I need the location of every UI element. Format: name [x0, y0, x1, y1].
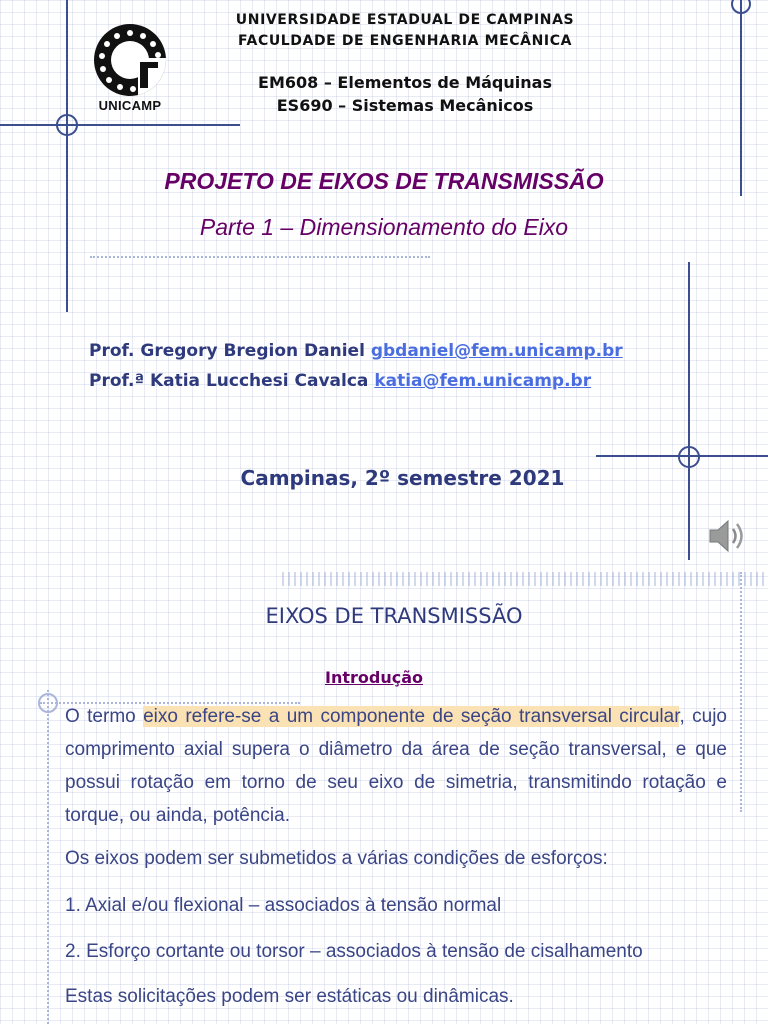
frame-line — [688, 262, 690, 560]
professor-2 — [89, 371, 591, 391]
professor-1 — [89, 341, 623, 361]
course-code-1: EM608 – Elementos de Máquinas — [258, 73, 552, 92]
frame-circle — [56, 114, 78, 136]
section-title: EIXOS DE TRANSMISSÃO — [265, 604, 523, 628]
presentation-subtitle: Parte 1 – Dimensionamento do Eixo — [199, 214, 569, 240]
section-heading: Introdução — [325, 668, 423, 687]
frame-dotted-line — [47, 690, 49, 1024]
speaker-icon[interactable] — [706, 516, 750, 556]
university-name: UNIVERSIDADE ESTADUAL DE CAMPINAS — [235, 12, 575, 28]
frame-line — [0, 124, 240, 126]
presentation-title: PROJETO DE EIXOS DE TRANSMISSÃO — [164, 168, 604, 194]
list-item-1: 1. Axial e/ou flexional – associados à tensão normal — [65, 895, 502, 916]
intro-paragraph — [65, 700, 727, 832]
paragraph-text-start: O termo — [65, 706, 144, 727]
highlighted-definition: eixo refere-se a um componente de seção transversal circular — [143, 706, 680, 727]
professor-2-email-link[interactable]: katia@fem.unicamp.br — [374, 371, 592, 391]
frame-line — [66, 0, 68, 312]
frame-circle — [731, 0, 751, 14]
location-date: Campinas, 2º semestre 2021 — [240, 466, 565, 490]
frame-circle — [38, 693, 58, 713]
list-item-2: 2. Esforço cortante ou torsor – associados à tensão de cisalhamento — [65, 941, 643, 962]
frame-band — [282, 572, 768, 586]
paragraph-text-end: , cujo comprimento axial supera o diâmetro da área de seção transversal, e que possui rotação em torno de seu eixo de simetria, transmitindo rotação e torque, ou ainda, potência. — [65, 706, 727, 826]
professor-1-name: Prof. Gregory Bregion Daniel — [89, 341, 365, 361]
professor-1-email-link[interactable]: gbdaniel@fem.unicamp.br — [370, 341, 623, 361]
professor-2-name: Prof.ª Katia Lucchesi Cavalca — [89, 371, 369, 391]
content-slide — [0, 572, 768, 1024]
frame-line — [740, 0, 742, 196]
logo-label: UNICAMP — [98, 98, 162, 113]
faculty-name: FACULDADE DE ENGENHARIA MECÂNICA — [237, 33, 573, 49]
frame-circle — [678, 446, 700, 468]
closing-line: Estas solicitações podem ser estáticas ou dinâmicas. — [65, 986, 514, 1007]
list-intro: Os eixos podem ser submetidos a várias condições de esforços: — [65, 848, 608, 869]
course-code-2: ES690 – Sistemas Mecânicos — [276, 96, 534, 115]
frame-dotted-line — [90, 256, 430, 258]
